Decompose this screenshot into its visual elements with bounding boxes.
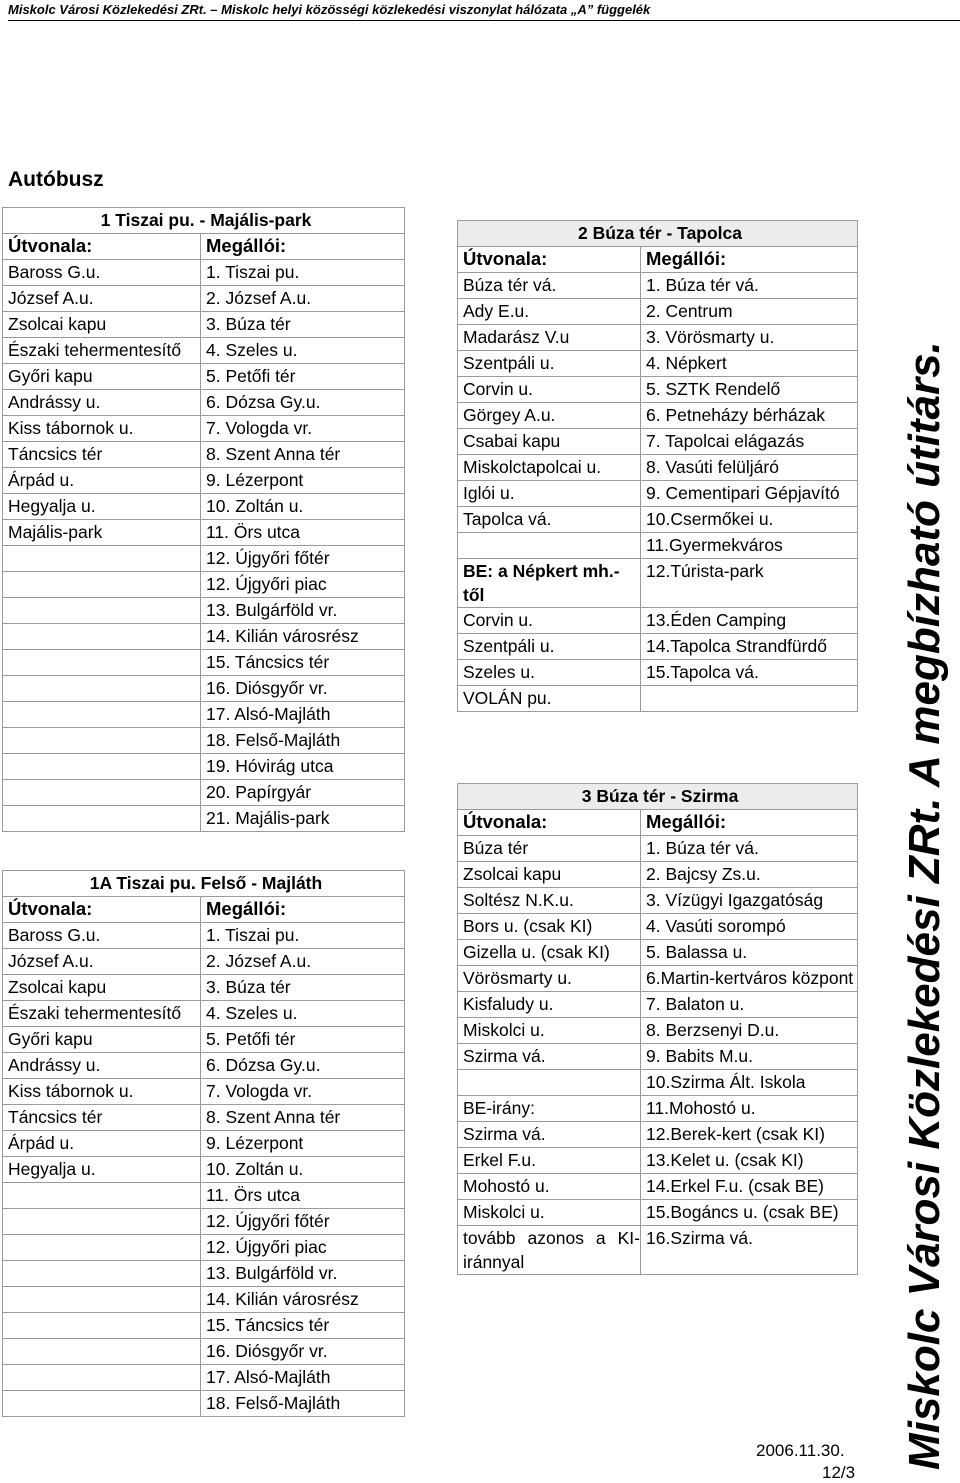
route-street (3, 1287, 201, 1313)
stop-name: 20. Papírgyár (201, 780, 405, 806)
route-street (458, 1070, 641, 1096)
stop-name: 10. Zoltán u. (201, 1157, 405, 1183)
table-row (3, 1261, 405, 1287)
route-street: BE-irány: (458, 1096, 641, 1122)
route-street: Majális-park (3, 520, 201, 546)
stop-name: 11. Örs utca (201, 1183, 405, 1209)
footer-page: 12/3 (822, 1463, 856, 1482)
route-street: Kisfaludy u. (458, 992, 641, 1018)
table-row (458, 1200, 858, 1226)
route-title-row (3, 208, 405, 234)
route-street: Andrássy u. (3, 1053, 201, 1079)
stop-name: 2. Bajcsy Zs.u. (641, 862, 858, 888)
table-row (458, 914, 858, 940)
col-utvonala-header: Útvonala: (3, 234, 201, 260)
route-street (3, 702, 201, 728)
route-street: Szirma vá. (458, 1122, 641, 1148)
table-row (3, 520, 405, 546)
stop-name: 2. József A.u. (201, 949, 405, 975)
stop-name: 12.Túrista-park (641, 559, 858, 608)
stop-name: 16. Diósgyőr vr. (201, 1339, 405, 1365)
table-row (3, 754, 405, 780)
table-row (3, 260, 405, 286)
route-title-row (3, 871, 405, 897)
table-row (458, 429, 858, 455)
table-row (458, 1174, 858, 1200)
table-row (3, 949, 405, 975)
route-street: Szentpáli u. (458, 634, 641, 660)
stop-name: 10.Csermőkei u. (641, 507, 858, 533)
table-row (458, 634, 858, 660)
table-row (3, 1079, 405, 1105)
route-street: Táncsics tér (3, 1105, 201, 1131)
col-megalloi-header: Megállói: (201, 897, 405, 923)
col-utvonala-header: Útvonala: (3, 897, 201, 923)
stop-name: 8. Berzsenyi D.u. (641, 1018, 858, 1044)
route-street: Zsolcai kapu (458, 862, 641, 888)
route-street (3, 1209, 201, 1235)
stop-name: 9. Cementipari Gépjavító (641, 481, 858, 507)
table-row (458, 325, 858, 351)
route-street (3, 598, 201, 624)
route-street (3, 572, 201, 598)
table-row (458, 686, 858, 712)
route-street: Északi tehermentesítő (3, 338, 201, 364)
route-street: Kiss tábornok u. (3, 1079, 201, 1105)
route-street: Bors u. (csak KI) (458, 914, 641, 940)
route-3-table (457, 783, 858, 1275)
route-street: Madarász V.u (458, 325, 641, 351)
stop-name: 8. Vasúti felüljáró (641, 455, 858, 481)
table-row (458, 1226, 858, 1275)
column-header-row (3, 234, 405, 260)
stop-name: 12. Újgyőri piac (201, 1235, 405, 1261)
stop-name: 4. Szeles u. (201, 1001, 405, 1027)
route-street: VOLÁN pu. (458, 686, 641, 712)
stop-name: 1. Búza tér vá. (641, 273, 858, 299)
route-street (3, 1339, 201, 1365)
col-utvonala-header: Útvonala: (458, 247, 641, 273)
column-header-row (458, 810, 858, 836)
table-row (458, 862, 858, 888)
stop-name: 13.Kelet u. (csak KI) (641, 1148, 858, 1174)
table-row (458, 273, 858, 299)
stop-name: 4. Vasúti sorompó (641, 914, 858, 940)
table-row (458, 608, 858, 634)
stop-name: 9. Lézerpont (201, 1131, 405, 1157)
table-row (458, 966, 858, 992)
stop-name: 17. Alsó-Majláth (201, 1365, 405, 1391)
table-row (3, 1391, 405, 1417)
stop-name: 18. Felső-Majláth (201, 728, 405, 754)
stop-name: 5. Petőfi tér (201, 364, 405, 390)
stop-name: 13. Bulgárföld vr. (201, 1261, 405, 1287)
stop-name: 4. Népkert (641, 351, 858, 377)
col-megalloi-header: Megállói: (641, 247, 858, 273)
table-row (458, 940, 858, 966)
table-row (3, 338, 405, 364)
stop-name: 15.Bogáncs u. (csak BE) (641, 1200, 858, 1226)
stop-name: 1. Tiszai pu. (201, 260, 405, 286)
table-row (3, 1183, 405, 1209)
table-row (458, 992, 858, 1018)
header-rule (8, 20, 960, 21)
table-row (3, 572, 405, 598)
stop-name: 1. Tiszai pu. (201, 923, 405, 949)
stop-name: 6. Dózsa Gy.u. (201, 390, 405, 416)
route-2-table (457, 220, 858, 712)
side-slogan: Miskolc Városi Közlekedési ZRt. A megbízható útitárs. (900, 341, 949, 1470)
table-row (458, 403, 858, 429)
table-row (458, 533, 858, 559)
route-street: Győri kapu (3, 1027, 201, 1053)
route-street (3, 1391, 201, 1417)
route-title: 1 Tiszai pu. - Majális-park (3, 208, 405, 234)
table-row (458, 1070, 858, 1096)
route-street: Zsolcai kapu (3, 975, 201, 1001)
stop-name: 5. SZTK Rendelő (641, 377, 858, 403)
route-street: József A.u. (3, 949, 201, 975)
route-street (458, 533, 641, 559)
stop-name: 10.Szirma Ált. Iskola (641, 1070, 858, 1096)
table-row (458, 660, 858, 686)
table-row (458, 455, 858, 481)
route-street: Miskolci u. (458, 1018, 641, 1044)
route-street: Szentpáli u. (458, 351, 641, 377)
stop-name: 8. Szent Anna tér (201, 442, 405, 468)
route-title-row (458, 784, 858, 810)
col-megalloi-header: Megállói: (201, 234, 405, 260)
table-row (458, 1096, 858, 1122)
column-header-row (3, 897, 405, 923)
stop-name: 18. Felső-Majláth (201, 1391, 405, 1417)
table-row (458, 836, 858, 862)
route-street (3, 780, 201, 806)
table-row (3, 975, 405, 1001)
stop-name: 13. Bulgárföld vr. (201, 598, 405, 624)
table-row (3, 416, 405, 442)
route-street: tovább azonos a KI-iránnyal (458, 1226, 641, 1275)
route-street: Baross G.u. (3, 260, 201, 286)
route-street: Búza tér (458, 836, 641, 862)
route-title: 3 Búza tér - Szirma (458, 784, 858, 810)
stop-name: 10. Zoltán u. (201, 494, 405, 520)
route-street (3, 1183, 201, 1209)
table-row (458, 559, 858, 608)
route-street: Corvin u. (458, 377, 641, 403)
route-street: Mohostó u. (458, 1174, 641, 1200)
stop-name: 9. Babits M.u. (641, 1044, 858, 1070)
route-street (3, 546, 201, 572)
table-row (3, 1313, 405, 1339)
stop-name: 21. Majális-park (201, 806, 405, 832)
table-row (3, 546, 405, 572)
stop-name: 5. Balassa u. (641, 940, 858, 966)
table-row (3, 806, 405, 832)
stop-name: 19. Hóvirág utca (201, 754, 405, 780)
table-row (3, 702, 405, 728)
stop-name: 4. Szeles u. (201, 338, 405, 364)
stop-name: 11.Gyermekváros (641, 533, 858, 559)
table-row (458, 1044, 858, 1070)
stop-name: 14. Kilián városrész (201, 1287, 405, 1313)
table-row (3, 728, 405, 754)
stop-name: 16. Diósgyőr vr. (201, 676, 405, 702)
stop-name: 11. Örs utca (201, 520, 405, 546)
table-row (3, 676, 405, 702)
table-row (458, 507, 858, 533)
route-street: Miskolctapolcai u. (458, 455, 641, 481)
table-row (3, 1027, 405, 1053)
route-street: Hegyalja u. (3, 494, 201, 520)
route-street (3, 1365, 201, 1391)
table-row (3, 1209, 405, 1235)
stop-name: 12. Újgyőri főtér (201, 1209, 405, 1235)
route-street: Erkel F.u. (458, 1148, 641, 1174)
route-street: Csabai kapu (458, 429, 641, 455)
table-row (3, 286, 405, 312)
route-title: 1A Tiszai pu. Felső - Majláth (3, 871, 405, 897)
route-street: Miskolci u. (458, 1200, 641, 1226)
route-street (3, 1313, 201, 1339)
table-row (3, 624, 405, 650)
stop-name: 11.Mohostó u. (641, 1096, 858, 1122)
route-street (3, 754, 201, 780)
stop-name: 3. Vörösmarty u. (641, 325, 858, 351)
table-row (458, 377, 858, 403)
route-street: Andrássy u. (3, 390, 201, 416)
route-street: Görgey A.u. (458, 403, 641, 429)
stop-name: 15. Táncsics tér (201, 1313, 405, 1339)
col-megalloi-header: Megállói: (641, 810, 858, 836)
route-street (3, 806, 201, 832)
stop-name: 3. Vízügyi Igazgatóság (641, 888, 858, 914)
table-row (3, 1001, 405, 1027)
table-row (458, 481, 858, 507)
route-street: Ady E.u. (458, 299, 641, 325)
footer-date: 2006.11.30. (756, 1441, 845, 1460)
route-street: József A.u. (3, 286, 201, 312)
route-street: Északi tehermentesítő (3, 1001, 201, 1027)
stop-name: 14.Erkel F.u. (csak BE) (641, 1174, 858, 1200)
stop-name: 1. Búza tér vá. (641, 836, 858, 862)
stop-name: 5. Petőfi tér (201, 1027, 405, 1053)
table-row (3, 1365, 405, 1391)
stop-name: 13.Éden Camping (641, 608, 858, 634)
stop-name: 3. Búza tér (201, 312, 405, 338)
route-street (3, 1235, 201, 1261)
route-street: Hegyalja u. (3, 1157, 201, 1183)
table-row (3, 923, 405, 949)
table-row (458, 888, 858, 914)
route-street: Győri kapu (3, 364, 201, 390)
stop-name: 7. Tapolcai elágazás (641, 429, 858, 455)
table-row (458, 1148, 858, 1174)
table-row (3, 1053, 405, 1079)
route-street: Soltész N.K.u. (458, 888, 641, 914)
table-row (458, 1018, 858, 1044)
table-row (3, 442, 405, 468)
table-row (458, 299, 858, 325)
table-row (458, 351, 858, 377)
table-row (3, 1339, 405, 1365)
stop-name: 12.Berek-kert (csak KI) (641, 1122, 858, 1148)
col-utvonala-header: Útvonala: (458, 810, 641, 836)
route-street: Gizella u. (csak KI) (458, 940, 641, 966)
route-street: Tapolca vá. (458, 507, 641, 533)
stop-name: 16.Szirma vá. (641, 1226, 858, 1275)
route-street: Árpád u. (3, 1131, 201, 1157)
route-street (3, 728, 201, 754)
stop-name: 17. Alsó-Majláth (201, 702, 405, 728)
stop-name: 15. Táncsics tér (201, 650, 405, 676)
stop-name: 6. Petneházy bérházak (641, 403, 858, 429)
table-row (458, 1122, 858, 1148)
route-street: Árpád u. (3, 468, 201, 494)
route-street: Szeles u. (458, 660, 641, 686)
route-street: Búza tér vá. (458, 273, 641, 299)
stop-name: 7. Vologda vr. (201, 416, 405, 442)
route-title-row (458, 221, 858, 247)
route-street (3, 624, 201, 650)
table-row (3, 390, 405, 416)
table-row (3, 1105, 405, 1131)
table-row (3, 1157, 405, 1183)
page-header (8, 0, 960, 22)
stop-name: 6. Dózsa Gy.u. (201, 1053, 405, 1079)
stop-name: 3. Búza tér (201, 975, 405, 1001)
table-row (3, 1131, 405, 1157)
stop-name: 2. József A.u. (201, 286, 405, 312)
route-street: Szirma vá. (458, 1044, 641, 1070)
section-heading: Autóbusz (8, 168, 104, 191)
route-street: Corvin u. (458, 608, 641, 634)
header-text: Miskolc Városi Közlekedési ZRt. – Miskolc helyi közösségi közlekedési viszonylat hálózata „A” függelék (8, 2, 651, 17)
stop-name: 2. Centrum (641, 299, 858, 325)
table-row (3, 494, 405, 520)
route-street (3, 1261, 201, 1287)
table-row (3, 598, 405, 624)
table-row (3, 468, 405, 494)
route-street (3, 676, 201, 702)
route-street: Vörösmarty u. (458, 966, 641, 992)
route-street: Baross G.u. (3, 923, 201, 949)
table-row (3, 780, 405, 806)
table-row (3, 312, 405, 338)
stop-name: 7. Vologda vr. (201, 1079, 405, 1105)
stop-name: 12. Újgyőri főtér (201, 546, 405, 572)
stop-name: 12. Újgyőri piac (201, 572, 405, 598)
table-row (3, 364, 405, 390)
stop-name: 6.Martin-kertváros központ (641, 966, 858, 992)
route-street: Kiss tábornok u. (3, 416, 201, 442)
stop-name: 9. Lézerpont (201, 468, 405, 494)
route-street: Táncsics tér (3, 442, 201, 468)
stop-name: 14.Tapolca Strandfürdő (641, 634, 858, 660)
route-title: 2 Búza tér - Tapolca (458, 221, 858, 247)
route-street: Zsolcai kapu (3, 312, 201, 338)
table-row (3, 1287, 405, 1313)
stop-name: 8. Szent Anna tér (201, 1105, 405, 1131)
table-row (3, 650, 405, 676)
stop-name: 7. Balaton u. (641, 992, 858, 1018)
column-header-row (458, 247, 858, 273)
route-1-table (2, 207, 405, 832)
stop-name (641, 686, 858, 712)
route-street (3, 650, 201, 676)
stop-name: 14. Kilián városrész (201, 624, 405, 650)
route-1a-table (2, 870, 405, 1417)
stop-name: 15.Tapolca vá. (641, 660, 858, 686)
route-street: Iglói u. (458, 481, 641, 507)
table-row (3, 1235, 405, 1261)
route-street: BE: a Népkert mh.-től (458, 559, 641, 608)
